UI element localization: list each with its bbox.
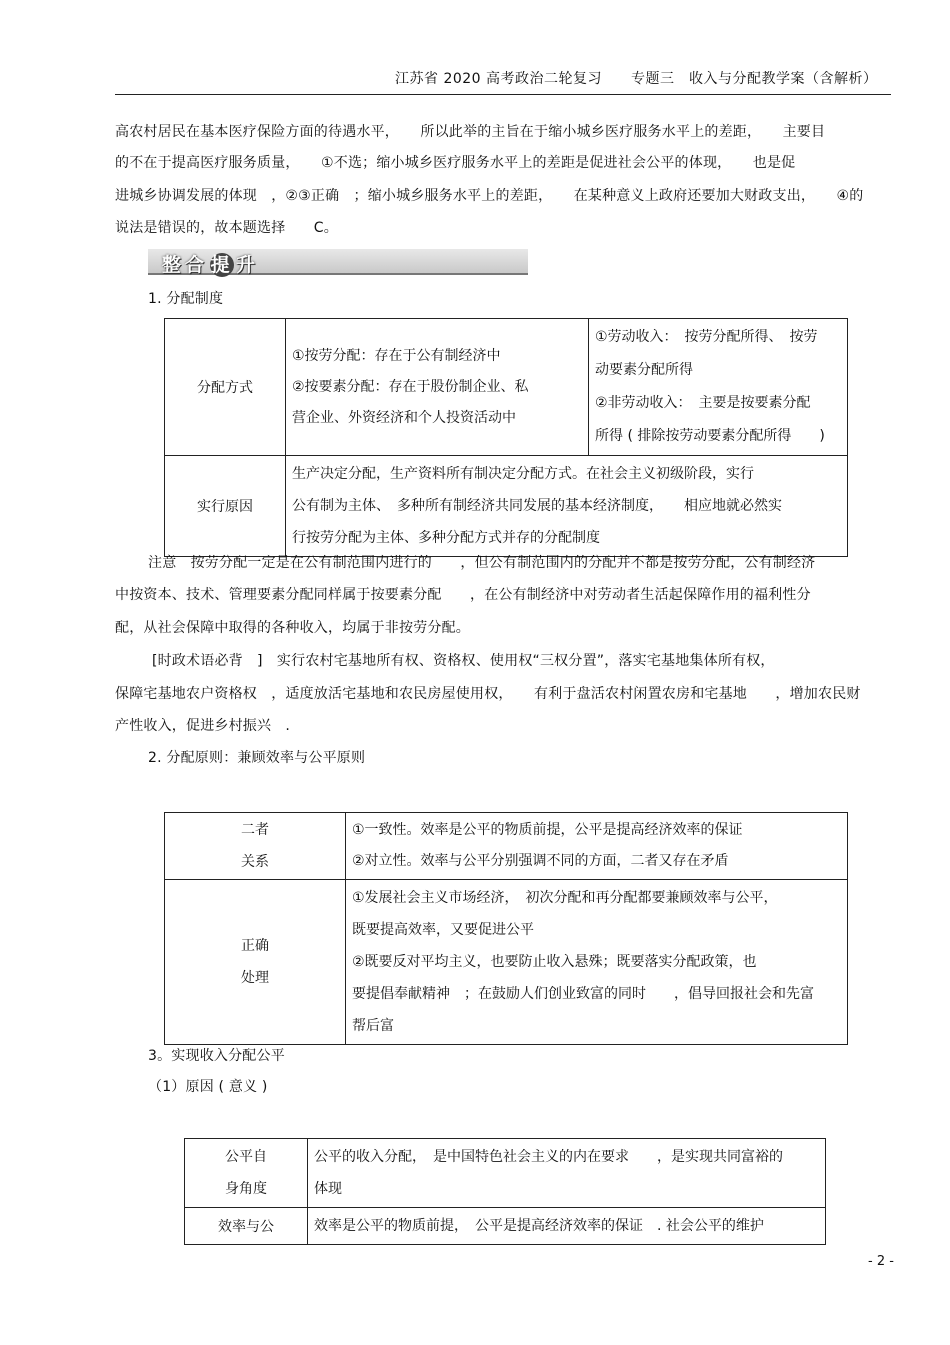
right-line-4: 所得 ( 排除按劳动要素分配所得 ) xyxy=(595,428,825,444)
page-header: 江苏省 2020 高考政治二轮复习 专题三 收入与分配教学案（含解析） xyxy=(395,71,878,87)
distribution-method-mid xyxy=(286,319,589,456)
fairness-itself-text xyxy=(308,1139,826,1208)
note-line-3: 配，从社会保障中取得的各种收入，均属于非按劳分配。 xyxy=(115,620,470,636)
fairness-line-2: 体现 xyxy=(314,1181,342,1197)
banner-text-1: 整合 xyxy=(162,254,209,276)
implementation-reason-text xyxy=(286,456,848,557)
fairness-line-1: 公平的收入分配， 是中国特色社会主义的内在要求 ，是实现共同富裕的 xyxy=(314,1149,783,1165)
note-line-2: 中按资本、技术、管理要素分配同样属于按要素分配 ，在公有制经济中对劳动者生活起保障作用的福利性分 xyxy=(115,587,811,603)
page-number: - 2 - xyxy=(868,1254,894,1269)
terms-line-3: 产性收入，促进乡村振兴 . xyxy=(115,718,291,734)
relationship-line-2: ②对立性。效率与公平分别强调不同的方面，二者又存在矛盾 xyxy=(352,853,729,869)
header-rule xyxy=(115,94,891,95)
label-handling-1: 正确 xyxy=(241,938,269,954)
label-correct-handling xyxy=(165,880,346,1045)
handling-text xyxy=(346,880,848,1045)
intro-line-1: 高农村居民在基本医疗保险方面的待遇水平， 所以此举的主旨在于缩小城乡医疗服务水平上的差距， 主要目 xyxy=(115,124,826,140)
terms-line-1: [时政术语必背 ] 实行农村宅基地所有权、资格权、使用权“三权分置”，落实宅基地集体所有权， xyxy=(152,653,775,669)
right-line-1: ①劳动收入： 按劳分配所得、 按劳 xyxy=(595,329,818,345)
right-line-3: ②非劳动收入： 主要是按要素分配 xyxy=(595,395,811,411)
intro-line-4: 说法是错误的，故本题选择 C。 xyxy=(115,220,338,236)
mid-line-1: ①按劳分配：存在于公有制经济中 xyxy=(292,347,501,364)
distribution-method-right xyxy=(589,319,848,456)
section1-heading: 1. 分配制度 xyxy=(148,291,224,307)
label-efficiency-fairness xyxy=(185,1208,308,1245)
label-efficiency-1: 效率与公 xyxy=(218,1219,274,1235)
intro-line-3: 进城乡协调发展的体现 ，②③正确 ；缩小城乡服务水平上的差距， 在某种意义上政府还要加大财政支出， ④的 xyxy=(115,188,864,204)
distribution-system-table xyxy=(164,318,848,557)
label-relationship-1: 二者 xyxy=(241,822,269,838)
banner-text-2: 升 xyxy=(236,254,260,276)
label-fairness-itself xyxy=(185,1139,308,1208)
label-relationship xyxy=(165,813,346,880)
banner-circle: 提 xyxy=(210,254,234,276)
reason-line-2: 公有制为主体、 多种所有制经济共同发展的基本经济制度， 相应地就必然实 xyxy=(292,498,782,514)
handling-line-5: 帮后富 xyxy=(352,1018,394,1034)
handling-line-2: 既要提高效率，又要促进公平 xyxy=(352,922,534,938)
efficiency-fairness-table xyxy=(164,812,848,1045)
label-distribution-method: 分配方式 xyxy=(165,319,286,456)
note-line-1: 注意 按劳分配一定是在公有制范围内进行的 ，但公有制范围内的分配并不都是按劳分配，公有制经济 xyxy=(148,555,816,571)
section-banner xyxy=(148,249,528,274)
efficiency-fairness-text xyxy=(308,1208,826,1245)
label-implementation-reason: 实行原因 xyxy=(165,456,286,557)
terms-line-2: 保障宅基地农户资格权 ，适度放活宅基地和农民房屋使用权， 有利于盘活农村闲置农房和宅基地 ，增加农民财 xyxy=(115,686,861,702)
mid-line-2: ②按要素分配：存在于股份制企业、私 xyxy=(292,378,529,395)
intro-line-2: 的不在于提高医疗服务质量， ①不选；缩小城乡医疗服务水平上的差距是促进社会公平的体现， 也是促 xyxy=(115,155,796,171)
mid-line-3: 营企业、外资经济和个人投资活动中 xyxy=(292,409,516,426)
handling-line-3: ②既要反对平均主义，也要防止收入悬殊；既要落实分配政策，也 xyxy=(352,954,757,970)
section2-heading: 2. 分配原则：兼顾效率与公平原则 xyxy=(148,750,366,766)
relationship-text xyxy=(346,813,848,880)
section3-heading: 3。实现收入分配公平 xyxy=(148,1048,285,1064)
reason-line-1: 生产决定分配，生产资料所有制决定分配方式。在社会主义初级阶段，实行 xyxy=(292,466,754,482)
right-line-2: 动要素分配所得 xyxy=(595,362,693,378)
label-fairness-1: 公平自 xyxy=(225,1149,267,1165)
handling-line-1: ①发展社会主义市场经济， 初次分配和再分配都要兼顾效率与公平， xyxy=(352,890,778,906)
relationship-line-1: ①一致性。效率是公平的物质前提，公平是提高经济效率的保证 xyxy=(352,822,743,838)
label-fairness-2: 身角度 xyxy=(225,1181,267,1197)
section3-subheading: （1）原因 ( 意义 ) xyxy=(148,1079,268,1095)
efficiency-line-1: 效率是公平的物质前提， 公平是提高经济效率的保证 . 社会公平的维护 xyxy=(314,1218,764,1234)
label-handling-2: 处理 xyxy=(241,970,269,986)
fairness-reason-table xyxy=(184,1138,826,1245)
handling-line-4: 要提倡奉献精神 ；在鼓励人们创业致富的同时 ，倡导回报社会和先富 xyxy=(352,986,814,1002)
reason-line-3: 行按劳分配为主体、多种分配方式并存的分配制度 xyxy=(292,530,600,546)
label-relationship-2: 关系 xyxy=(241,854,269,870)
